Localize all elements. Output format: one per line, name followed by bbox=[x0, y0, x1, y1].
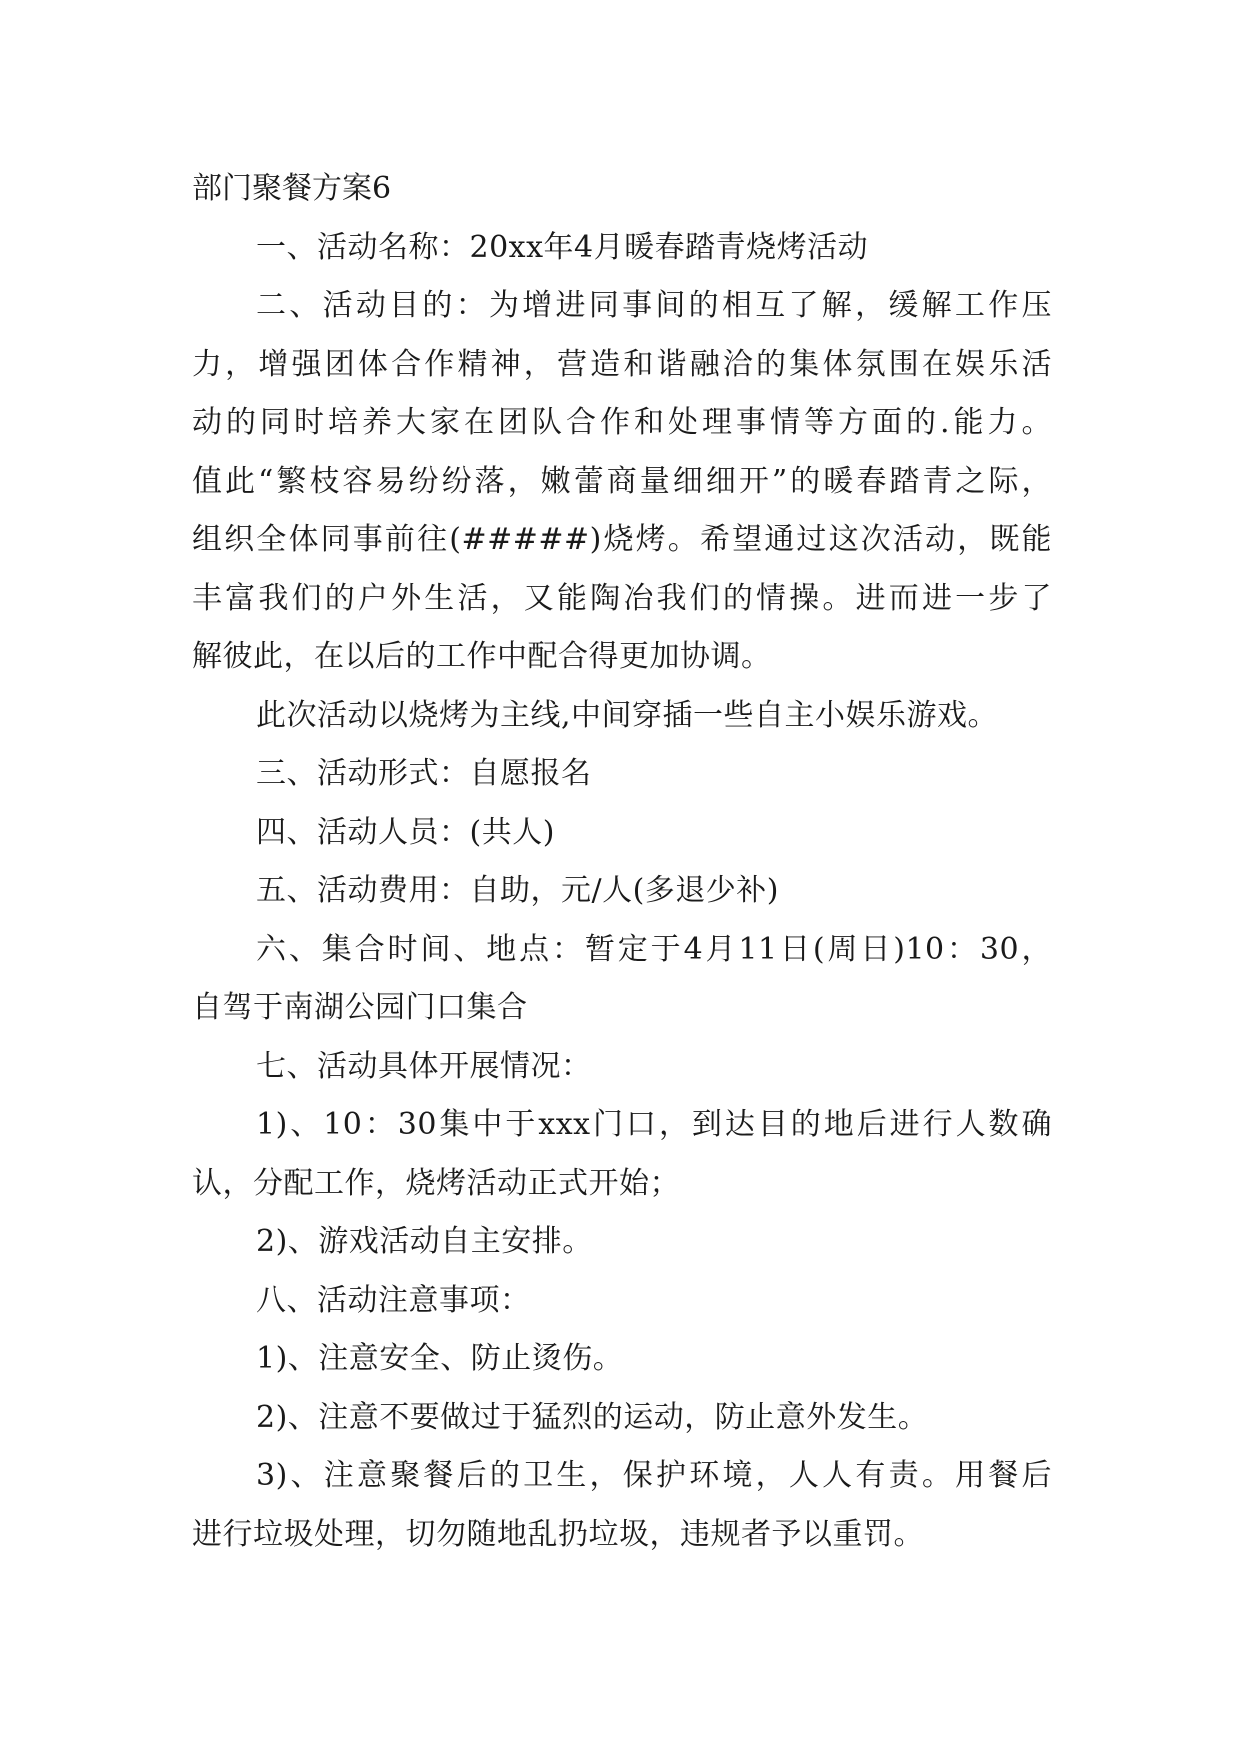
schedule-item-1-line-2: 认，分配工作，烧烤活动正式开始； bbox=[192, 1165, 680, 1201]
document-body bbox=[192, 160, 1052, 1564]
document-title: 部门聚餐方案6 bbox=[192, 171, 392, 206]
section-schedule-heading: 七、活动具体开展情况： bbox=[256, 1048, 592, 1084]
section-participants: 四、活动人员：(共人) bbox=[256, 814, 555, 850]
section-purpose-line-7: 解彼此，在以后的工作中配合得更加协调。 bbox=[192, 639, 772, 674]
paragraph-main-theme: 此次活动以烧烤为主线,中间穿插一些自主小娱乐游戏。 bbox=[256, 697, 999, 733]
section-notes-heading: 八、活动注意事项： bbox=[256, 1282, 531, 1318]
section-purpose-line-1: 二、活动目的：为增进同事间的相互了解，缓解工作压 bbox=[256, 288, 1052, 323]
section-cost: 五、活动费用：自助，元/人(多退少补) bbox=[256, 873, 780, 908]
section-activity-name: 一、活动名称：20xx年4月暖春踏青烧烤活动 bbox=[256, 229, 869, 265]
section-purpose-line-5: 组织全体同事前往(#####)烧烤。希望通过这次活动，既能 bbox=[192, 522, 1052, 557]
section-activity-form: 三、活动形式：自愿报名 bbox=[256, 756, 592, 791]
schedule-item-1-line-1: 1)、10：30集中于xxx门口，到达目的地后进行人数确 bbox=[256, 1107, 1052, 1142]
section-purpose-line-3: 动的同时培养大家在团队合作和处理事情等方面的.能力。 bbox=[192, 405, 1052, 440]
schedule-item-2: 2)、游戏活动自主安排。 bbox=[256, 1224, 593, 1259]
section-meeting-time-line-1: 六、集合时间、地点：暂定于4月11日(周日)10：30， bbox=[256, 931, 1052, 967]
section-purpose-line-6: 丰富我们的户外生活，又能陶冶我们的情操。进而进一步了 bbox=[192, 580, 1052, 616]
notes-item-1: 1)、注意安全、防止烫伤。 bbox=[256, 1341, 624, 1376]
notes-item-3-line-2: 进行垃圾处理，切勿随地乱扔垃圾，违规者予以重罚。 bbox=[192, 1516, 924, 1552]
notes-item-2: 2)、注意不要做过于猛烈的运动，防止意外发生。 bbox=[256, 1399, 929, 1435]
notes-item-3-line-1: 3)、注意聚餐后的卫生，保护环境，人人有责。用餐后 bbox=[256, 1458, 1052, 1493]
section-meeting-time-line-2: 自驾于南湖公园门口集合 bbox=[192, 990, 528, 1025]
section-purpose-line-4: 值此“繁枝容易纷纷落，嫩蕾商量细细开”的暖春踏青之际， bbox=[192, 463, 1052, 499]
section-purpose-line-2: 力，增强团体合作精神，营造和谐融洽的集体氛围在娱乐活 bbox=[192, 346, 1052, 382]
